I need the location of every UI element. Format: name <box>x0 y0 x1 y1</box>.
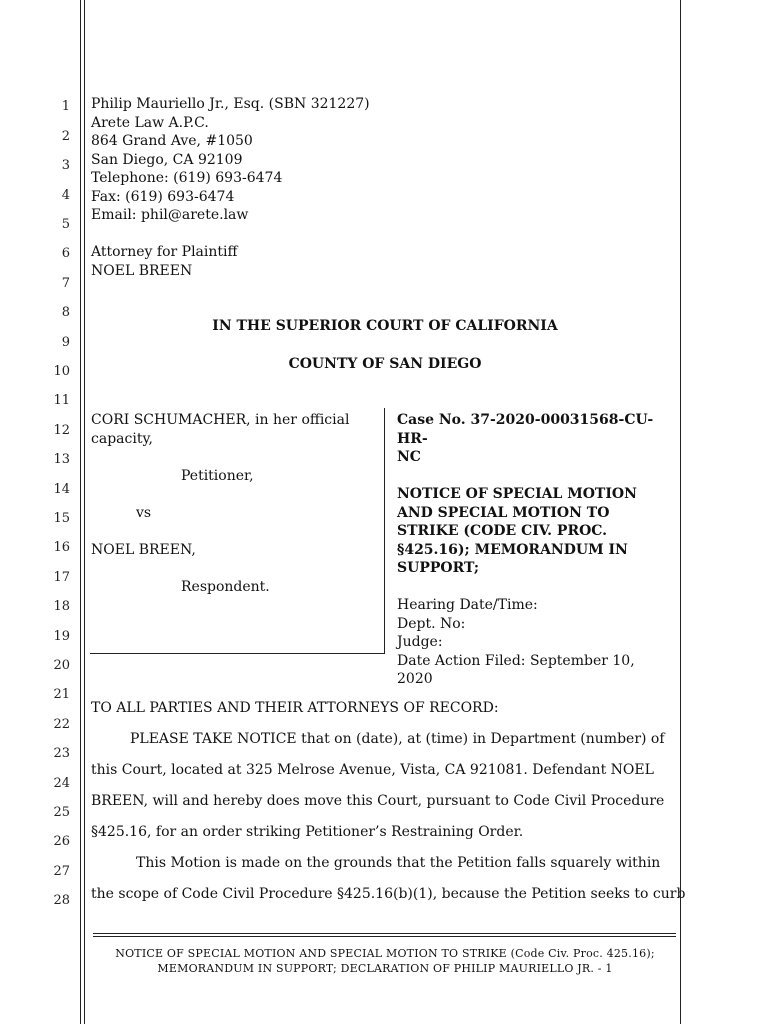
case-number-cont: NC <box>397 449 421 465</box>
page-footer <box>92 946 678 976</box>
line-number: 20 <box>53 658 70 673</box>
line-number: 13 <box>53 452 70 467</box>
body-line: this Court, located at 325 Melrose Avenue, Vista, CA 921081. Defendant NOEL <box>91 762 654 778</box>
body-line: BREEN, will and hereby does move this Court, pursuant to Code Civil Procedure <box>91 793 665 809</box>
line-number: 24 <box>53 776 70 791</box>
line-number: 10 <box>53 364 70 379</box>
caption-parties <box>91 411 381 596</box>
address-line-1: 864 Grand Ave, #1050 <box>91 133 253 149</box>
right-margin-rule <box>680 0 681 1024</box>
email: Email: phil@arete.law <box>91 207 249 223</box>
date-filed: Date Action Filed: September 10, 2020 <box>397 652 635 687</box>
court-title: IN THE SUPERIOR COURT OF CALIFORNIA <box>212 318 558 334</box>
hearing-date: Hearing Date/Time: <box>397 597 538 613</box>
vs-label: vs <box>136 504 152 521</box>
line-number: 27 <box>53 864 70 879</box>
line-number: 22 <box>53 717 70 732</box>
line-number: 17 <box>53 570 70 585</box>
court-county: COUNTY OF SAN DIEGO <box>288 356 482 372</box>
address-line-2: San Diego, CA 92109 <box>91 151 243 168</box>
case-number: Case No. 37-2020-00031568-CU-HR- <box>397 412 654 447</box>
firm-name: Arete Law A.P.C. <box>91 114 209 131</box>
body-line: PLEASE TAKE NOTICE that on (date), at (time) in Department (number) of <box>130 731 665 747</box>
petitioner-label: Petitioner, <box>181 467 254 484</box>
caption-divider-horizontal <box>90 653 385 654</box>
footer-line-1: NOTICE OF SPECIAL MOTION AND SPECIAL MOTION TO STRIKE (Code Civ. Proc. 425.16); <box>115 947 655 960</box>
body-line: This Motion is made on the grounds that the Petition falls squarely within <box>136 855 661 871</box>
line-number: 26 <box>53 834 70 849</box>
attorney-header <box>91 95 370 280</box>
document-title-line: NOTICE OF SPECIAL MOTION <box>397 486 637 502</box>
petitioner-name: CORI SCHUMACHER, in her official <box>91 412 350 428</box>
left-margin-rule <box>80 0 81 1024</box>
judge: Judge: <box>397 634 443 650</box>
line-number: 6 <box>61 246 70 261</box>
line-number: 18 <box>53 599 70 614</box>
left-margin-rule-inner <box>84 0 85 1024</box>
line-number: 9 <box>61 335 70 350</box>
document-title-line: AND SPECIAL MOTION TO <box>397 504 610 521</box>
line-number: 25 <box>53 805 70 820</box>
respondent-name: NOEL BREEN, <box>91 541 196 558</box>
line-number: 7 <box>61 276 70 291</box>
document-title-line: §425.16); MEMORANDUM IN <box>397 541 628 558</box>
line-number: 21 <box>53 687 70 702</box>
line-numbers <box>0 0 76 1024</box>
body-line: the scope of Code Civil Procedure §425.16(b)(1), because the Petition seeks to curb <box>91 886 686 902</box>
caption-divider-vertical <box>384 408 385 653</box>
line-number: 23 <box>53 746 70 761</box>
line-number: 4 <box>61 188 70 203</box>
line-number: 2 <box>61 129 70 144</box>
respondent-label: Respondent. <box>181 578 270 595</box>
line-number: 19 <box>53 629 70 644</box>
attorney-role: Attorney for Plaintiff <box>91 244 238 260</box>
line-number: 11 <box>53 393 70 408</box>
line-number: 3 <box>61 158 70 173</box>
line-number: 16 <box>53 540 70 555</box>
fax: Fax: (619) 693-6474 <box>91 188 235 205</box>
line-number: 15 <box>53 511 70 526</box>
footer-rule-2 <box>93 936 676 937</box>
line-number: 1 <box>61 99 70 114</box>
attorney-name: Philip Mauriello Jr., Esq. (SBN 321227) <box>91 96 370 112</box>
body-line: §425.16, for an order striking Petitioner’s Restraining Order. <box>91 824 524 840</box>
footer-rule <box>93 933 676 934</box>
telephone: Telephone: (619) 693-6474 <box>91 170 283 186</box>
document-title-line: SUPPORT; <box>397 560 480 576</box>
footer-line-2: MEMORANDUM IN SUPPORT; DECLARATION OF PHILIP MAURIELLO JR. - 1 <box>157 962 613 975</box>
caption-case-info <box>397 411 672 689</box>
dept-no: Dept. No: <box>397 615 466 632</box>
line-number: 28 <box>53 893 70 908</box>
line-number: 12 <box>53 423 70 438</box>
line-number: 5 <box>61 217 70 232</box>
salutation: TO ALL PARTIES AND THEIR ATTORNEYS OF RECORD: <box>91 700 499 716</box>
petitioner-name-cont: capacity, <box>91 430 153 447</box>
line-number: 14 <box>53 482 70 497</box>
document-title-line: STRIKE (CODE CIV. PROC. <box>397 523 608 539</box>
line-number: 8 <box>61 305 70 320</box>
client-name: NOEL BREEN <box>91 262 193 279</box>
